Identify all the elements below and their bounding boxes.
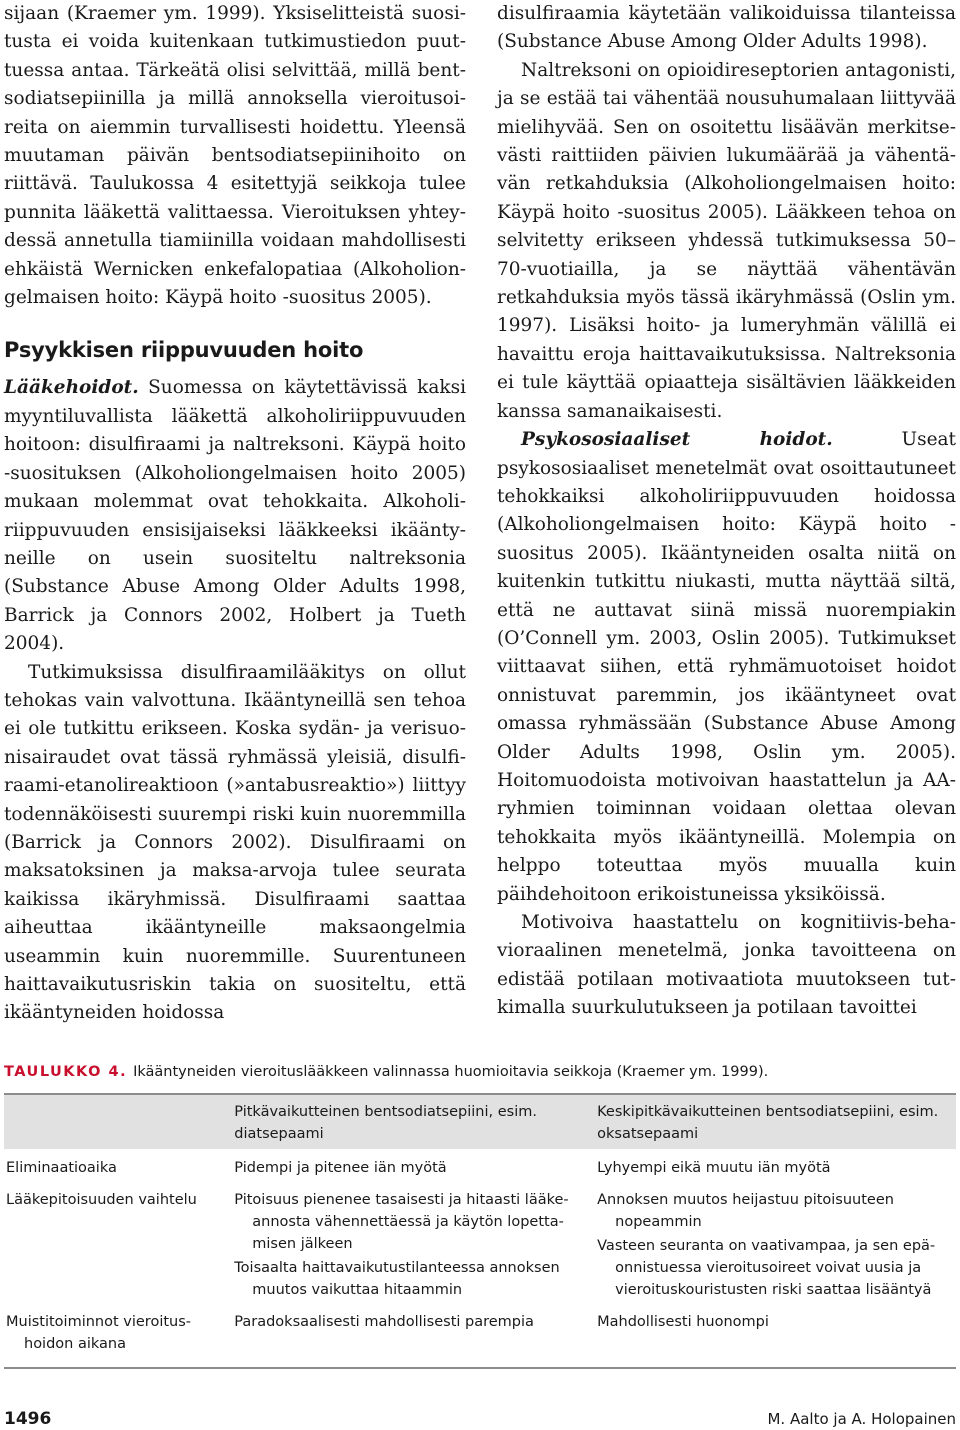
left-paragraph-1: sijaan (Kraemer ym. 1999). Yksiselitteistä suositusta ei voida kuitenkaan tutkimustiedon puuttuessa antaa. Tärkeätä olisi selvittää, millä bentsodiatsepiinilla ja millä annoksella vieroitusoireita on aiemmin turvallisesti hoidettu. Yleensä muutaman päivän bentsodiatsepiinihoito on riittävä. Taulukossa 4 esitettyjä seikkoja tulee punnita lääkettä valittaessa. Vieroituksen yhteydessä annetulla tiamiinilla voidaan mahdollisesti ehkäistä Wernicken enkefalopatiaa (Alkoholiongelmaisen hoito: Käypä hoito -suositus 2005). xyxy=(4,3,466,309)
table-cell-item: Vasteen seuranta on vaativampaa, ja sen epäonnistuessa vieroitusoireet voivat uusia ja vieroituskouristusten riski saattaa lisääntyä xyxy=(597,1238,936,1298)
table-cell-item: Paradoksaalisesti mahdollisesti parempia xyxy=(234,1314,534,1330)
table-caption-text: Ikääntyneiden vieroituslääkkeen valinnassa huomioitavia seikkoja (Kraemer ym. 1999). xyxy=(133,1064,769,1080)
table-header-medium-acting: Keskipitkävaikutteinen bentsodiatsepiini, esim. oksatsepaami xyxy=(597,1104,939,1142)
section-heading: Psyykkisen riippuvuuden hoito xyxy=(4,338,364,363)
table-cell xyxy=(593,1157,956,1181)
table-cell-item: Annoksen muutos heijastuu pitoisuuteen nopeammin xyxy=(597,1192,894,1230)
table-cell xyxy=(230,1157,593,1181)
table-header-long-acting: Pitkävaikutteinen bentsodiatsepiini, esim. diatsepaami xyxy=(234,1104,537,1142)
left-paragraph-2 xyxy=(4,374,466,658)
table-cell xyxy=(593,1311,956,1357)
table-row-label xyxy=(4,1311,230,1357)
table-cell xyxy=(593,1189,956,1303)
table-label: TAULUKKO 4. xyxy=(4,1064,128,1080)
table-cell-item: Pitoisuus pienenee tasaisesti ja hitaasti lääkeannosta vähennettäessä ja käytön lopettamisen jälkeen xyxy=(234,1192,569,1252)
table-cell-item: Lyhyempi eikä muutu iän myötä xyxy=(597,1160,831,1176)
table-caption xyxy=(4,1061,956,1083)
run-in-heading-psychosocial: Psykososiaaliset hoidot. xyxy=(521,429,833,451)
table-row-label: Eliminaatioaika xyxy=(6,1160,117,1176)
right-column xyxy=(497,0,956,1023)
table-row-label: Lääkepitoisuuden vaihtelu xyxy=(6,1192,197,1208)
table-cell-item: Pidempi ja pitenee iän myötä xyxy=(234,1160,447,1176)
table-cell xyxy=(230,1189,593,1303)
table-header-row xyxy=(4,1095,956,1149)
running-footer-authors: M. Aalto ja A. Holopainen xyxy=(767,1410,956,1428)
right-paragraph-3 xyxy=(497,426,956,909)
table-header-empty xyxy=(4,1101,230,1145)
right-paragraph-1: disulfiraamia käytetään valikoiduissa tilanteissa (Substance Abuse Among Older Adults 1998). xyxy=(497,3,956,53)
table-row xyxy=(4,1303,956,1369)
table-cell-item: Toisaalta haittavaikutustilanteessa annoksen muutos vaikuttaa hitaammin xyxy=(234,1260,560,1298)
left-column xyxy=(4,0,466,1028)
table-row xyxy=(4,1149,956,1181)
table-cell xyxy=(230,1311,593,1357)
table-cell-item: Mahdollisesti huonompi xyxy=(597,1314,769,1330)
table-4 xyxy=(4,1093,956,1369)
right-paragraph-2: Naltreksoni on opioidireseptorien antagonisti, ja se estää tai vähentää nousuhumalaan liittyvää mielihyvää. Sen on osoitettu lisäävän merkitsevästi raittiiden päivien lukumäärää ja vähentävän retkahduksia (Alkoholiongelmaisen hoito: Käypä hoito -suositus 2005). Lääkkeen tehoa on selvitetty erikseen yhdessä tutkimuksessa 50–70-vuotiailla, ja se näyttää vähentävän retkahduksia myös tässä ikäryhmässä (Oslin ym. 1997). Lisäksi hoito- ja lumeryhmän välillä ei havaittu eroja haittavaikutuksissa. Naltreksonia ei tule käyttää opiaatteja sisältävien lääkkeiden kanssa samanaikaisesti. xyxy=(497,59,956,422)
table-row-label-text: Muistitoiminnot vieroitushoidon aikana xyxy=(6,1314,192,1352)
run-in-heading-drug-treatments: Lääkehoidot. xyxy=(4,377,139,399)
right-paragraph-4: Motivoiva haastattelu on kognitiivis-behavioraalinen menetelmä, jonka tavoitteena on edistää potilaan motivaatiota muutokseen tutkimalla suurkulutukseen ja potilaan tavoittei xyxy=(497,912,956,1019)
left-paragraph-3: Tutkimuksissa disulfiraamilääkitys on ollut tehokas vain valvottuna. Ikääntyneillä sen tehoa ei ole tutkittu erikseen. Koska sydän- ja verisuonisairaudet ovat tässä ryhmässä yleisiä, disulfiraami-etanolireaktioon (»antabusreaktio») liittyy todennäköisesti suurempi riski kuin nuoremmilla (Barrick ja Connors 2002). Disulfiraami on maksatoksinen ja maksa-arvoja tulee seurata kaikissa ikäryhmissä. Disulfiraami saattaa aiheuttaa ikääntyneille maksaongelmia useammin kuin nuoremmille. Suurentuneen haittavaikutusriskin takia on suositeltu, että ikääntyneiden hoidossa xyxy=(4,661,466,1024)
left-paragraph-2-text: Suomessa on käytettävissä kaksi myyntiluvallista lääkettä alkoholiriippuvuuden hoitoon: disulfiraami ja naltreksoni. Käypä hoito -suosituksen (Alkoholiongelmaisen hoito 2005) mukaan molemmat ovat tehokkaita. Alkoholiriippuvuuden ensisijaiseksi lääkkeeksi ikääntyneille on usein suositeltu naltreksonia (Substance Abuse Among Older Adults 1998, Barrick ja Connors 2002, Holbert ja Tueth 2004). xyxy=(4,377,466,655)
page-number: 1496 xyxy=(4,1409,52,1429)
right-paragraph-3-text: Useat psykososiaaliset menetelmät ovat osoittautuneet tehokkaiksi alkoholiriippuvuuden hoidossa (Alkoholiongelmaisen hoito: Käypä hoito -suositus 2005). Ikääntyneiden osalta niitä on kuitenkin tutkittu niukasti, mutta näyttää siltä, että ne auttavat siinä missä nuorempiakin (O’Connell ym. 2003, Oslin 2005). Tutkimukset viittaavat siihen, että ryhmämuotoiset hoidot onnistuvat paremmin, jos ikääntyneet ovat omassa ryhmässään (Substance Abuse Among Older Adults 1998, Oslin ym. 2005). Hoitomuodoista motivoivan haastattelun ja AA-ryhmien toiminnan voidaan olettaa olevan tehokkaita myös ikääntyneillä. Molempia on helppo toteuttaa myös muualla kuin päihdehoitoon erikoistuneissa yksiköissä. xyxy=(497,429,956,905)
table-row xyxy=(4,1181,956,1303)
